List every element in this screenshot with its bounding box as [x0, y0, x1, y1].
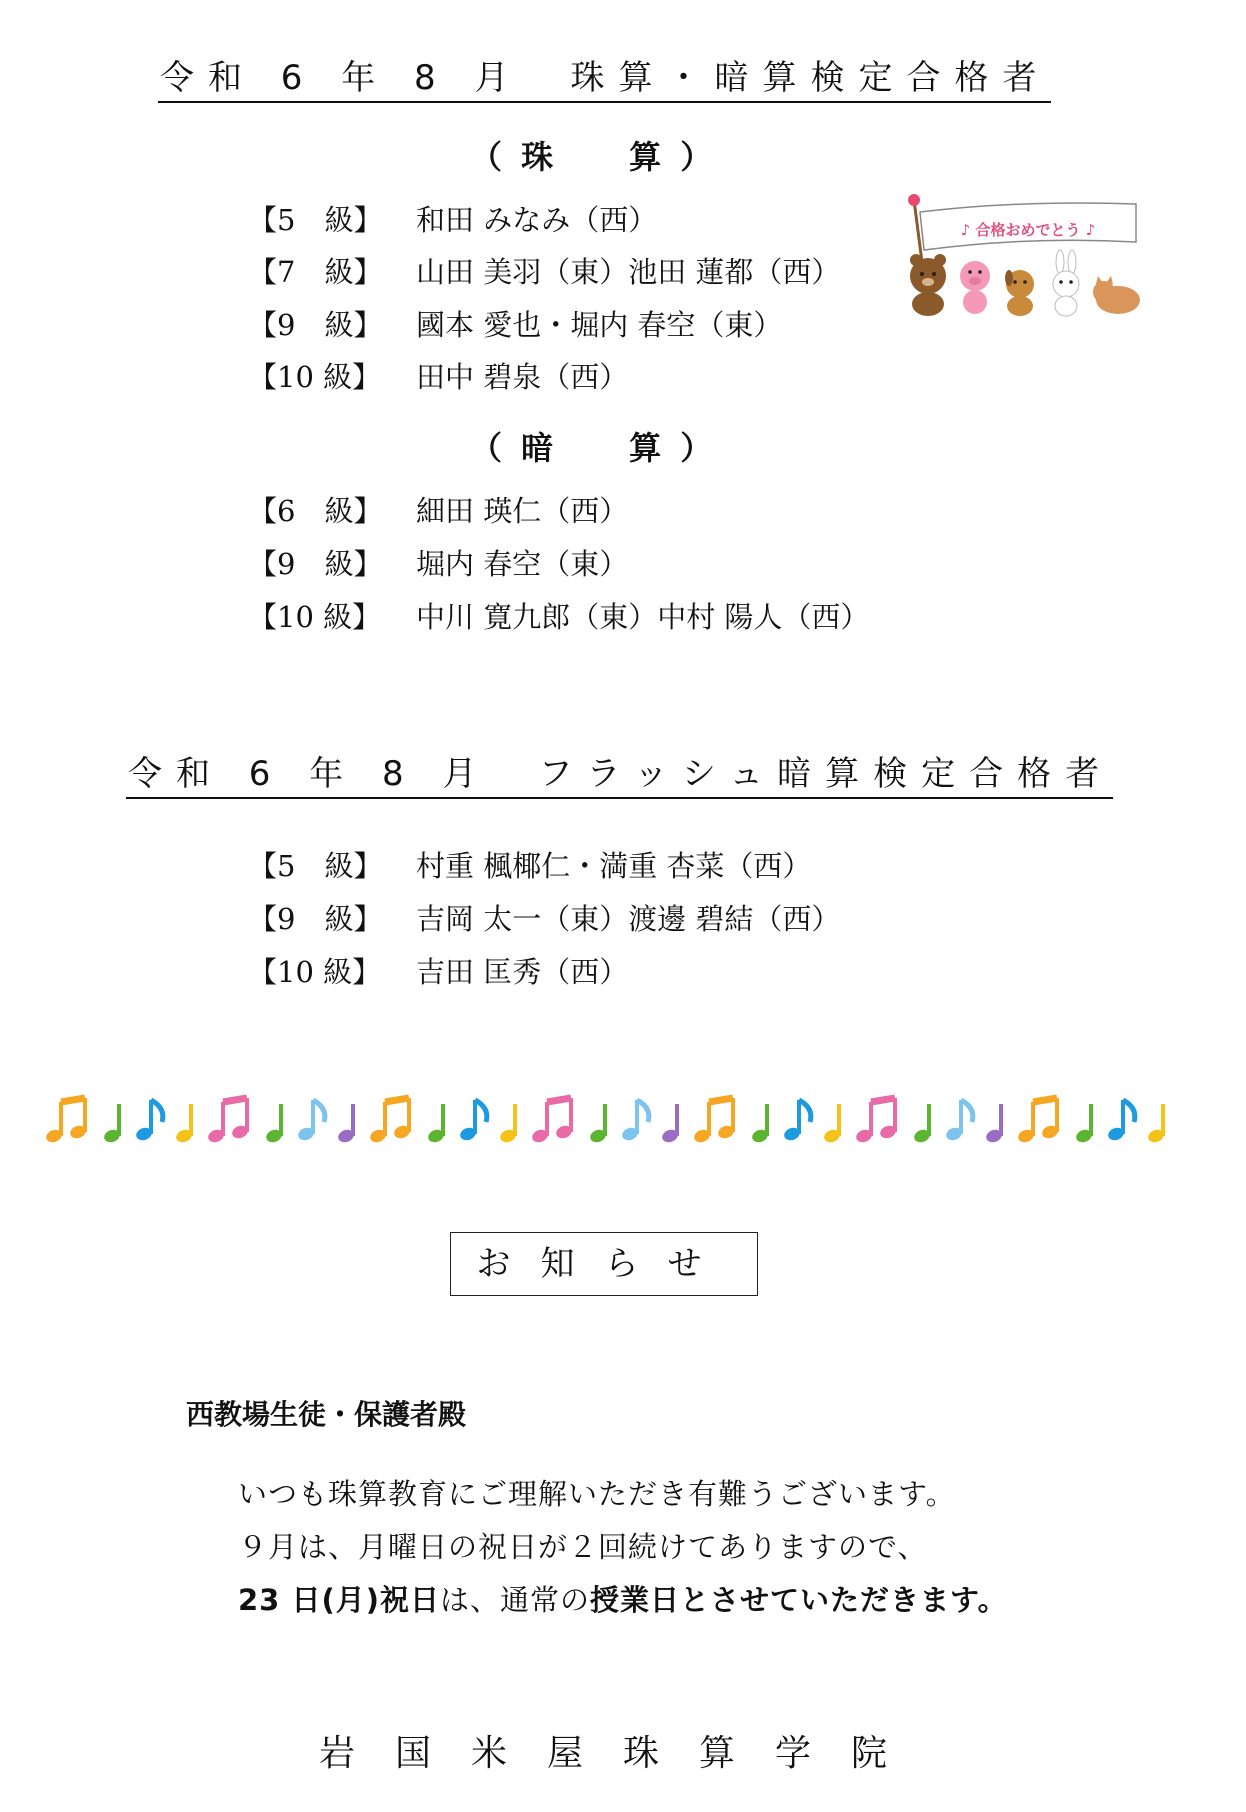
list-item [248, 252, 840, 292]
title-soroban-anzan: 令和 6 年 8 月 珠算・暗算検定合格者 [158, 50, 1051, 103]
notice-date: 23 日(月)祝日 [238, 1583, 440, 1617]
notice-line-2: ９月は、月曜日の祝日が２回続けてありますので、 [238, 1530, 928, 1564]
music-note-icon [1146, 1104, 1165, 1144]
music-note-icon [854, 1098, 897, 1144]
list-item [248, 952, 628, 992]
notice-addressee: 西教場生徒・保護者殿 [186, 1398, 467, 1431]
music-note-icon [336, 1104, 355, 1144]
music-note-icon [368, 1098, 411, 1144]
names: 田中 碧泉（西） [416, 360, 629, 394]
music-note-icon [620, 1100, 648, 1142]
names: 堀内 春空（東） [416, 547, 629, 581]
grade-label: 【10 級】 [248, 360, 382, 394]
heading-anzan: （ 暗 算 ） [470, 429, 717, 467]
list-item [248, 846, 811, 886]
notice-heading-box: お知らせ [450, 1232, 758, 1296]
bear-icon [910, 254, 946, 316]
grade-label: 【7 級】 [248, 255, 383, 289]
flower-icon [908, 194, 920, 206]
music-note-icon [134, 1100, 162, 1142]
congrats-animals-illustration [900, 192, 1150, 318]
pig-icon [960, 261, 990, 314]
banner-text: ♪ 合格おめでとう ♪ [960, 221, 1096, 239]
names: 和田 みなみ（西） [416, 203, 658, 237]
music-note-icon [296, 1100, 324, 1142]
list-item [248, 200, 657, 240]
list-item [248, 357, 628, 397]
music-note-icon [102, 1104, 121, 1144]
music-note-icon [1016, 1098, 1059, 1144]
heading-soroban: （ 珠 算 ） [470, 138, 717, 176]
music-note-icon [912, 1104, 931, 1144]
music-note-icon [530, 1098, 573, 1144]
cat-icon [1093, 276, 1140, 314]
list-item [248, 544, 628, 584]
names: 吉岡 太一（東）渡邊 碧結（西） [416, 902, 841, 936]
names: 細田 瑛仁（西） [416, 494, 629, 528]
music-note-icon [944, 1100, 972, 1142]
music-note-icon [1074, 1104, 1093, 1144]
music-note-icon [822, 1104, 841, 1144]
list-item [248, 899, 840, 939]
grade-label: 【5 級】 [248, 849, 383, 883]
grade-label: 【10 級】 [248, 600, 382, 634]
list-item [248, 597, 869, 637]
music-note-icon [458, 1100, 486, 1142]
music-note-icon [692, 1098, 735, 1144]
names: 山田 美羽（東）池田 蓮都（西） [416, 255, 841, 289]
music-note-icon [588, 1104, 607, 1144]
names: 中川 寛九郎（東）中村 陽人（西） [416, 600, 870, 634]
names: 國本 愛也・堀内 春空（東） [416, 308, 783, 342]
music-note-icon [264, 1104, 283, 1144]
notice-line-3 [238, 1578, 1008, 1619]
school-name: 岩国米屋珠算学院 [318, 1733, 927, 1774]
rabbit-icon [1053, 250, 1079, 316]
grade-label: 【10 級】 [248, 955, 382, 989]
dog-icon [1005, 270, 1034, 316]
grade-label: 【9 級】 [248, 902, 383, 936]
music-note-icon [660, 1104, 679, 1144]
music-note-icon [1106, 1100, 1134, 1142]
notice-emphasis: 授業日とさせていただきます。 [589, 1583, 1008, 1617]
music-note-icon [782, 1100, 810, 1142]
music-note-icon [750, 1104, 769, 1144]
music-note-icon [174, 1104, 193, 1144]
list-item [248, 305, 782, 345]
grade-label: 【9 級】 [248, 547, 383, 581]
music-notes-decoration [40, 1090, 1206, 1150]
grade-label: 【9 級】 [248, 308, 383, 342]
music-note-icon [44, 1098, 87, 1144]
grade-label: 【6 級】 [248, 494, 383, 528]
notice-line-1: いつも珠算教育にご理解いただき有難うございます。 [238, 1477, 956, 1511]
names: 吉田 匡秀（西） [416, 955, 629, 989]
grade-label: 【5 級】 [248, 203, 383, 237]
music-note-icon [498, 1104, 517, 1144]
music-note-icon [984, 1104, 1003, 1144]
list-item [248, 491, 628, 531]
music-note-icon [206, 1098, 249, 1144]
flag-pole [914, 200, 922, 262]
names: 村重 楓椰仁・満重 杏菜（西） [416, 849, 812, 883]
title-flash-anzan: 令和 6 年 8 月 フラッシュ暗算検定合格者 [126, 746, 1113, 799]
notice-line-3-mid: は、通常の [439, 1583, 590, 1617]
music-note-icon [426, 1104, 445, 1144]
